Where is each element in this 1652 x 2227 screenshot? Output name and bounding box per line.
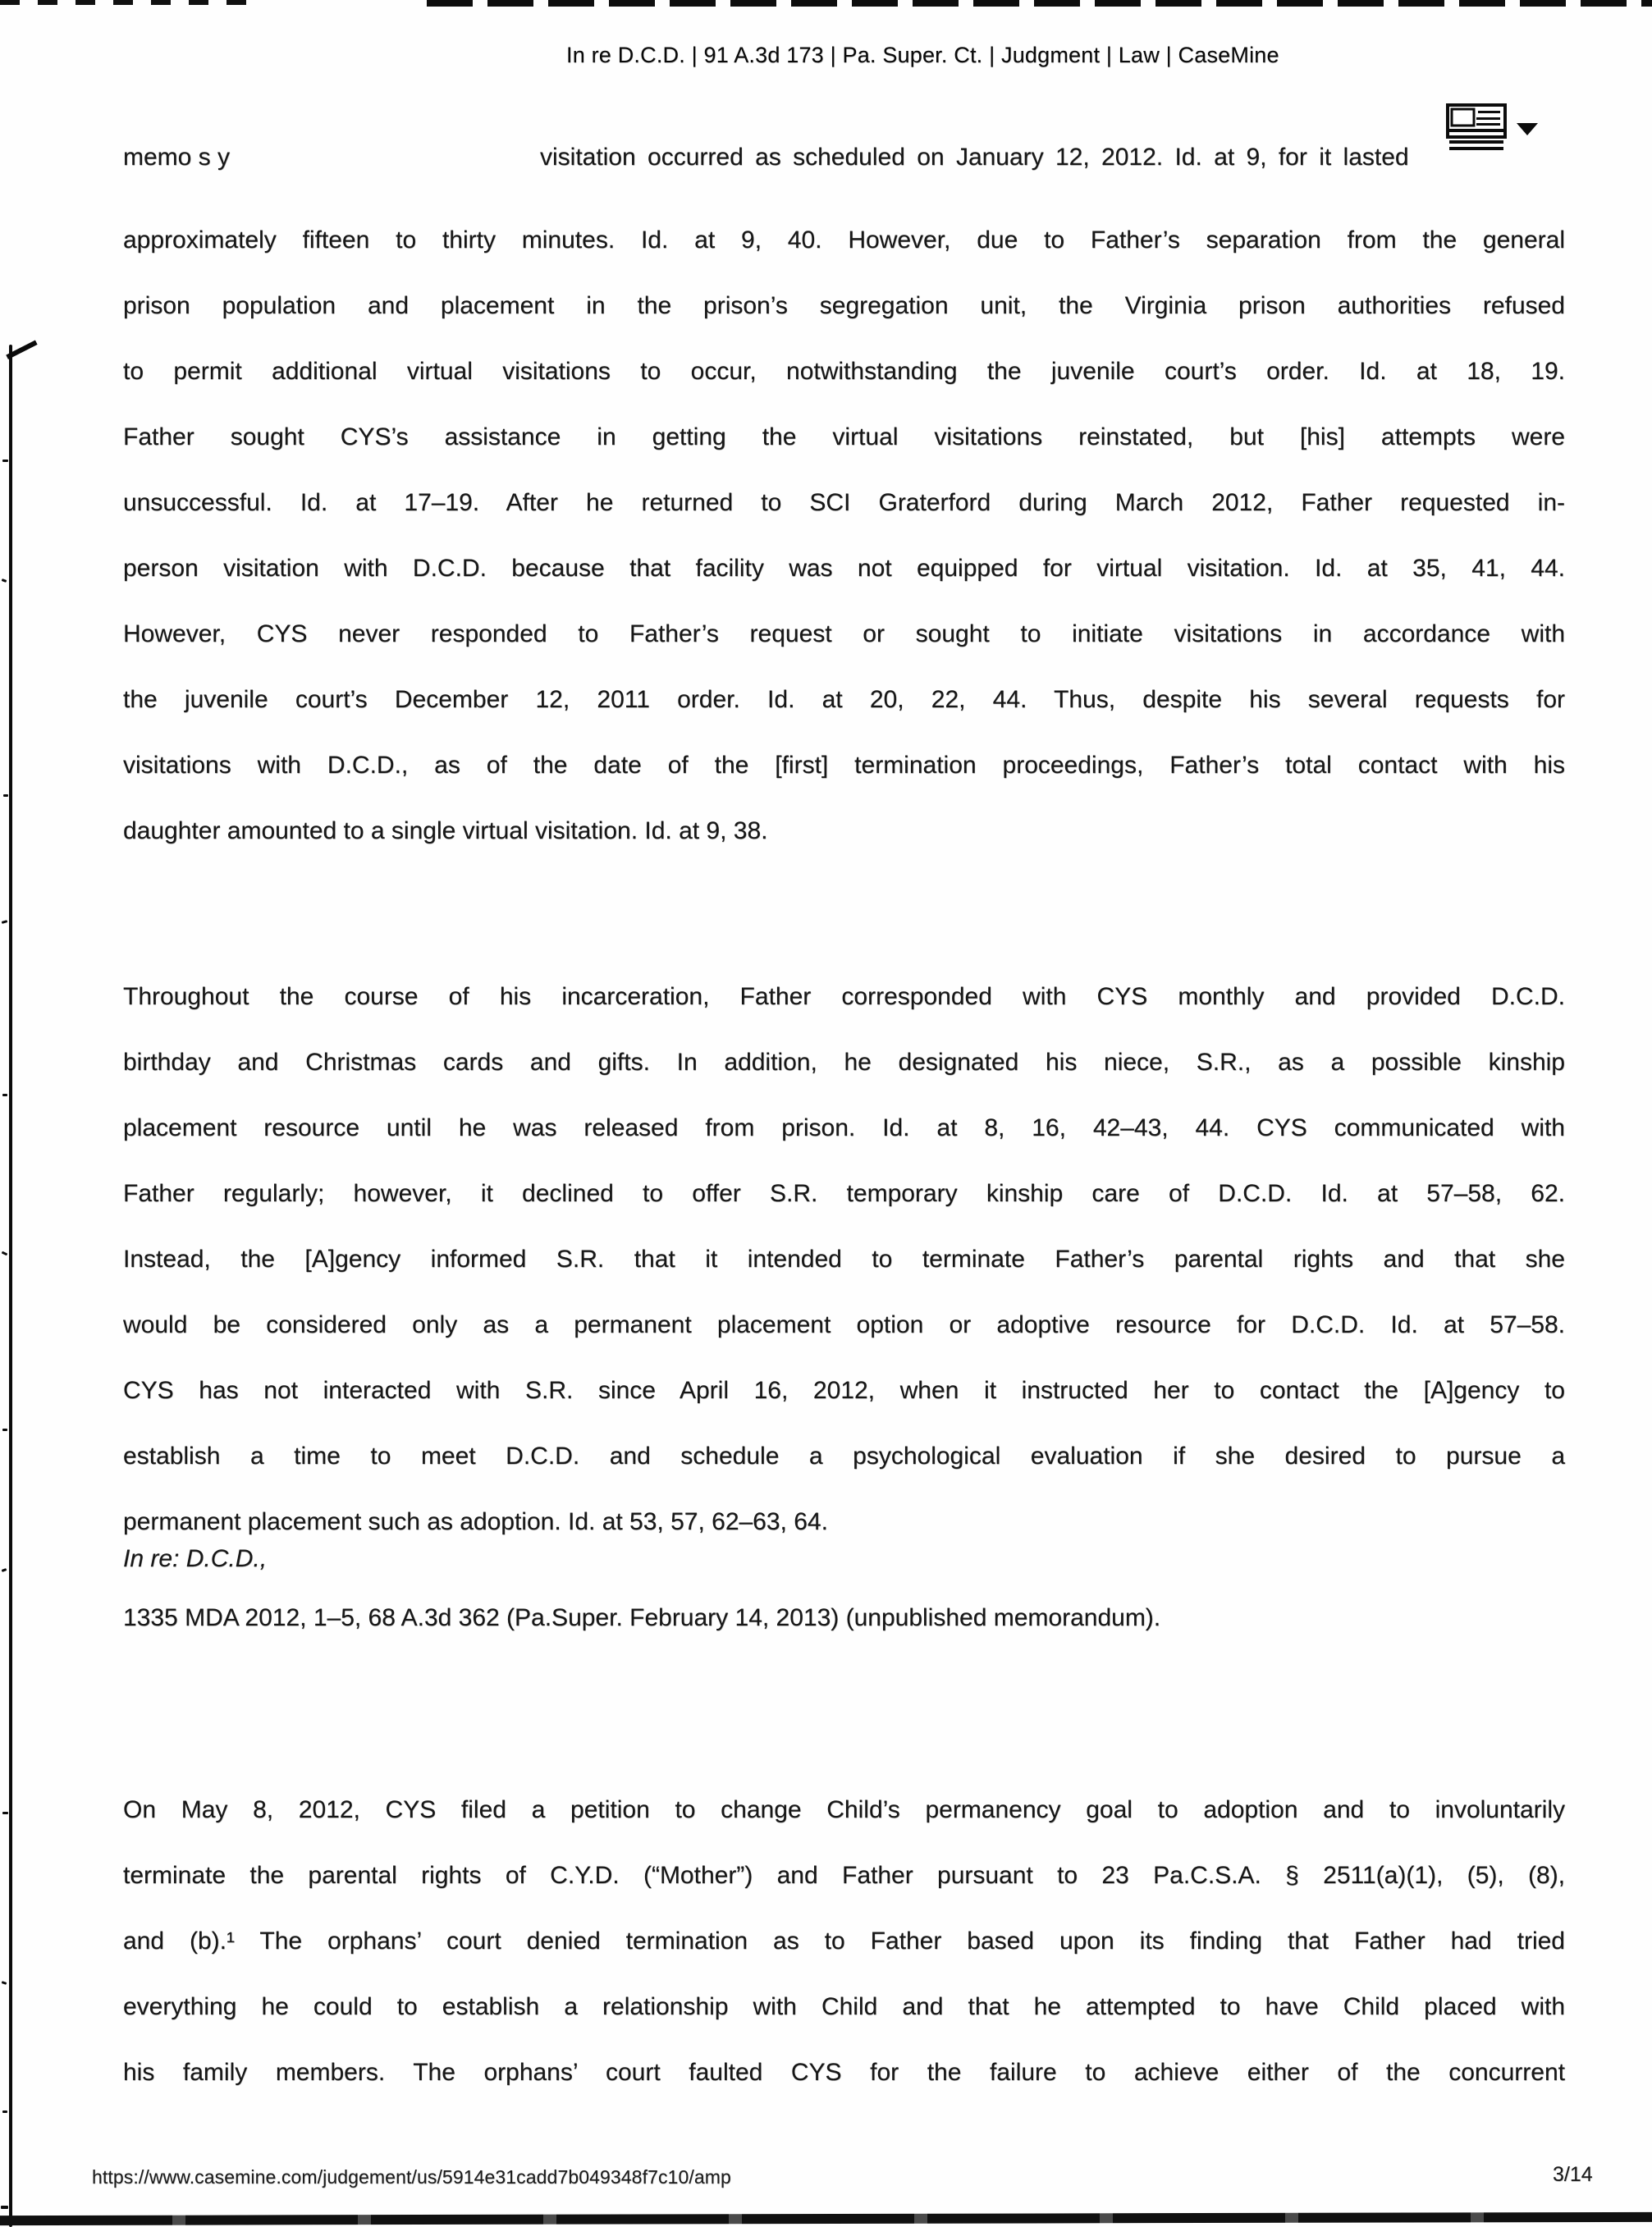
caret-down-icon[interactable] bbox=[1517, 123, 1538, 135]
body-paragraph-1 bbox=[123, 208, 1565, 864]
scan-artifact-tick bbox=[2, 578, 7, 583]
scan-artifact-tick bbox=[3, 794, 8, 797]
scan-artifact-tick bbox=[2, 1429, 7, 1431]
scan-artifact-tick bbox=[2, 2110, 7, 2113]
case-citation-title: In re: D.C.D., bbox=[123, 1545, 268, 1572]
footer-url: https://www.casemine.com/judgement/us/5914e31cadd7b049348f7c10/amp bbox=[92, 2166, 731, 2188]
scan-artifact-top-dashes-left bbox=[0, 0, 246, 5]
page-title: In re D.C.D. | 91 A.3d 173 | Pa. Super. Ct. | Judgment | Law | CaseMine bbox=[566, 43, 1279, 67]
scan-artifact-tick bbox=[2, 1812, 8, 1814]
text-line: unsuccessful. Id. at 17–19. After he returned to SCI Graterford during March 2012, Father requested in- bbox=[123, 489, 1565, 516]
text-line: birthday and Christmas cards and gifts. In addition, he designated his niece, S.R., as a possible kinship bbox=[123, 1049, 1565, 1076]
text-line: everything he could to establish a relationship with Child and that he attempted to have Child placed with bbox=[123, 1993, 1565, 2020]
body-paragraph-2 bbox=[123, 964, 1565, 1555]
text-line: On May 8, 2012, CYS filed a petition to change Child’s permanency goal to adoption and to involuntarily bbox=[123, 1796, 1565, 1823]
text-line: visitations with D.C.D., as of the date of the [first] termination proceedings, Father’s total contact with his bbox=[123, 752, 1565, 779]
text-line: person visitation with D.C.D. because that facility was not equipped for virtual visitation. Id. at 35, 41, 44. bbox=[123, 555, 1565, 582]
text-line: placement resource until he was released from prison. Id. at 8, 16, 42–43, 44. CYS communicated with bbox=[123, 1114, 1565, 1141]
clipped-text-line bbox=[0, 144, 1652, 182]
scan-artifact-left-line bbox=[9, 345, 12, 2227]
text-line: However, CYS never responded to Father’s request or sought to initiate visitations in accordance with bbox=[123, 620, 1565, 647]
text-line: his family members. The orphans’ court faulted CYS for the failure to achieve either of the concurrent bbox=[123, 2059, 1565, 2086]
text-line: and (b).¹ The orphans’ court denied termination as to Father based upon its finding that Father had tried bbox=[123, 1927, 1565, 1955]
page-number: 3/14 bbox=[1553, 2163, 1593, 2186]
text-line: prison population and placement in the prison’s segregation unit, the Virginia prison authorities refused bbox=[123, 292, 1565, 319]
scan-artifact-tick bbox=[2, 1094, 7, 1096]
text-line: Throughout the course of his incarceration, Father corresponded with CYS monthly and provided D.C.D. bbox=[123, 983, 1565, 1010]
body-paragraph-3 bbox=[123, 1777, 1565, 2106]
text-line: approximately fifteen to thirty minutes. Id. at 9, 40. However, due to Father’s separation from the general bbox=[123, 226, 1565, 254]
case-citation: 1335 MDA 2012, 1–5, 68 A.3d 362 (Pa.Super. February 14, 2013) (unpublished memorandum). bbox=[123, 1604, 1161, 1631]
text-line: the juvenile court’s December 12, 2011 order. Id. at 20, 22, 44. Thus, despite his several requests for bbox=[123, 686, 1565, 713]
scan-artifact-tick bbox=[2, 1981, 7, 1985]
text-line: Father sought CYS’s assistance in getting the virtual visitations reinstated, but [his] attempts were bbox=[123, 423, 1565, 450]
scan-artifact-tick bbox=[2, 1568, 7, 1572]
clipped-line-right-fragment: visitation occurred as scheduled on January 12, 2012. Id. at 9, for it lasted bbox=[540, 144, 1409, 171]
text-line: permanent placement such as adoption. Id. at 53, 57, 62–63, 64. bbox=[123, 1508, 828, 1535]
scan-artifact-tick bbox=[1, 2206, 8, 2209]
clipped-line-left-fragment: memo s y bbox=[123, 144, 231, 171]
scan-artifact-tick bbox=[2, 460, 8, 462]
scan-artifact-tick bbox=[2, 920, 8, 924]
scan-artifact-bottom-bar bbox=[0, 2212, 1652, 2225]
text-line: would be considered only as a permanent placement option or adoptive resource for D.C.D. Id. at 57–58. bbox=[123, 1311, 1565, 1338]
text-line: terminate the parental rights of C.Y.D. (“Mother”) and Father pursuant to 23 Pa.C.S.A. § 2511(a)(1), (5), (8), bbox=[123, 1862, 1565, 1889]
text-line: CYS has not interacted with S.R. since April 16, 2012, when it instructed her to contact the [A]gency to bbox=[123, 1377, 1565, 1404]
text-line: Father regularly; however, it declined to offer S.R. temporary kinship care of D.C.D. Id. at 57–58, 62. bbox=[123, 1180, 1565, 1207]
text-line: establish a time to meet D.C.D. and schedule a psychological evaluation if she desired to pursue a bbox=[123, 1443, 1565, 1470]
text-line: daughter amounted to a single virtual visitation. Id. at 9, 38. bbox=[123, 817, 768, 844]
scan-artifact-tick bbox=[2, 1251, 8, 1256]
scan-artifact-top-dashes-right bbox=[427, 0, 1652, 7]
text-line: to permit additional virtual visitations to occur, notwithstanding the juvenile court’s order. Id. at 18, 19. bbox=[123, 358, 1565, 385]
text-line: Instead, the [A]gency informed S.R. that it intended to terminate Father’s parental rights and that she bbox=[123, 1246, 1565, 1273]
article-icon[interactable] bbox=[1446, 103, 1508, 151]
reader-menu[interactable] bbox=[1446, 103, 1544, 153]
